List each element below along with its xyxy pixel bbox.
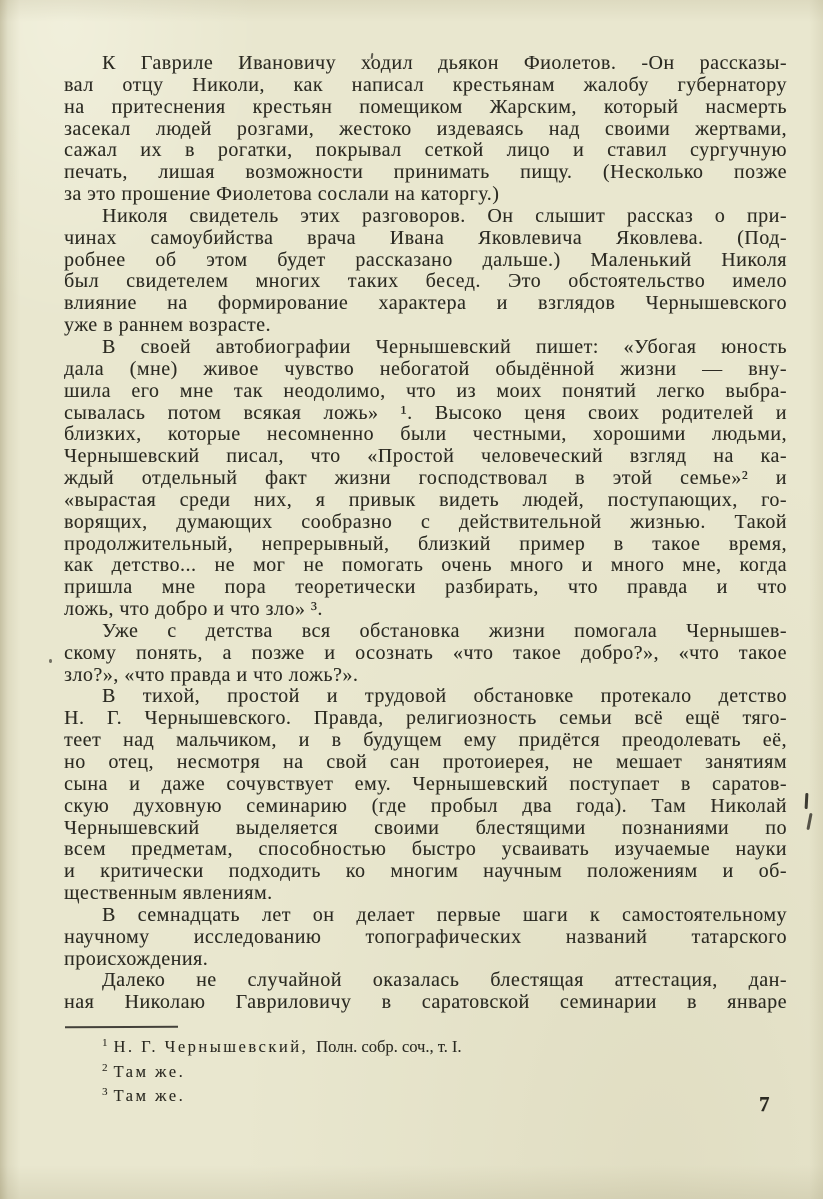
text-line: ложь, что добро и что зло» ³. bbox=[64, 598, 323, 621]
text-line: дала (мне) живое чувство небогатой обыдённой жизни — вну- bbox=[64, 357, 787, 380]
text-line: В своей автобиографии Чернышевский пишет: «Убогая юность bbox=[102, 335, 787, 358]
footnote-marker: 3 bbox=[102, 1086, 108, 1099]
text-line: сывалась потом всякая ложь» ¹. Высоко ценя своих родителей и bbox=[64, 401, 787, 424]
text-line: шила его мне так неодолимо, что из моих понятий легко выбра- bbox=[64, 379, 787, 402]
margin-pen-mark bbox=[805, 793, 809, 809]
text-line: засекал людей розгами, жестоко издеваясь над своими жертвами, bbox=[64, 117, 787, 140]
text-line: пришла мне пора теоретически разбирать, что правда и что bbox=[64, 576, 787, 599]
page-body-text bbox=[64, 53, 787, 1014]
text-line: робнее об этом будет рассказано дальше.) Маленький Николя bbox=[64, 248, 787, 271]
footnote-item bbox=[102, 1058, 702, 1083]
page-number: 7 bbox=[759, 1092, 770, 1116]
footnotes bbox=[102, 1033, 702, 1107]
text-line: продолжительный, непрерывный, близкий пример в такое время, bbox=[64, 532, 787, 555]
text-line: зло?», «что правда и что ложь?». bbox=[64, 663, 359, 686]
text-line: скую духовную семинарию (где пробыл два года). Там Николай bbox=[64, 794, 787, 817]
text-line: сажал их в рогатки, покрывал сеткой лицо и ставил сургучную bbox=[64, 139, 787, 162]
footnote-author: Н. Г. Чернышевский, bbox=[113, 1037, 309, 1056]
text-line: ворящих, думающих сообразно с действительной жизнью. Такой bbox=[64, 510, 787, 533]
text-line: Н. Г. Чернышевского. Правда, религиозность семьи всё ещё тяго- bbox=[64, 707, 787, 730]
text-line: В тихой, простой и трудовой обстановке протекало детство bbox=[102, 685, 787, 708]
text-line: научному исследованию топографических названий татарского bbox=[64, 925, 787, 948]
margin-ink-dot bbox=[49, 659, 52, 663]
text-line: печать, лишая возможности принимать пищу. (Несколько позже bbox=[64, 161, 787, 184]
text-line: на притеснения крестьян помещиком Жарским, который насмерть bbox=[64, 95, 787, 118]
text-line: Николя свидетель этих разговоров. Он слышит рассказ о при- bbox=[102, 204, 787, 227]
text-line: ная Николаю Гавриловичу в саратовской семинарии в январе bbox=[64, 991, 787, 1014]
text-line: теет над мальчиком, и в будущем ему придётся преодолевать её, bbox=[64, 729, 787, 752]
text-line: скому понять, а позже и осознать «что такое добро?», «что такое bbox=[64, 641, 787, 664]
text-line: за это прошение Фиолетова сослали на каторгу.) bbox=[64, 183, 500, 206]
text-line: как детство... не мог не помогать очень много и много мне, когда bbox=[64, 554, 787, 577]
footnote-marker: 1 bbox=[102, 1037, 108, 1049]
footnote-text: Полн. собр. соч., т. I. bbox=[316, 1037, 462, 1056]
text-line: Уже с детства вся обстановка жизни помогала Чернышев- bbox=[102, 619, 787, 642]
text-line: всем предметам, способностью быстро усваивать изучаемые науки bbox=[64, 838, 787, 861]
text-line: Чернышевский выделяется своими блестящими познаниями по bbox=[64, 816, 787, 839]
text-line: вал отцу Николи, как написал крестьянам жалобу губернатору bbox=[64, 73, 787, 96]
text-line: ждый отдельный факт жизни господствовал в этой семье»² и bbox=[64, 467, 787, 490]
text-line: но отец, несмотря на свой сан протоиерея, не мешает занятиям bbox=[64, 751, 787, 773]
text-line: близких, которые несомненно были честными, хорошими людьми, bbox=[64, 423, 787, 446]
text-line: влияние на формирование характера и взглядов Чернышевского bbox=[64, 292, 787, 315]
footnote-divider bbox=[65, 1026, 178, 1029]
text-line: сына и даже сочувствует ему. Чернышевский поступает в саратов- bbox=[64, 772, 787, 795]
footnote-marker: 2 bbox=[102, 1061, 108, 1074]
text-line: происхождения. bbox=[64, 947, 209, 970]
text-line: чинах самоубийства врача Ивана Яковлевича Яковлева. (Под- bbox=[64, 226, 787, 249]
text-line: Чернышевский писал, что «Простой человеческий взгляд на ка- bbox=[64, 445, 787, 468]
text-line: и критически подходить ко многим научным положениям и об- bbox=[64, 860, 787, 883]
text-line: уже в раннем возрасте. bbox=[64, 314, 272, 337]
footnote-item bbox=[102, 1033, 702, 1058]
text-line: В семнадцать лет он делает первые шаги к самостоятельному bbox=[102, 903, 787, 926]
text-line: К Гавриле Ивановичу ходил дьякон Фиолетов. -Он рассказы- bbox=[102, 52, 787, 74]
text-line: щественным явлениям. bbox=[64, 882, 273, 905]
text-line: был свидетелем многих таких бесед. Это обстоятельство имело bbox=[64, 270, 787, 293]
text-line: «вырастая среди них, я привык видеть людей, поступающих, го- bbox=[64, 488, 787, 511]
footnote-author: Там же. bbox=[113, 1086, 186, 1106]
footnote-author: Там же. bbox=[113, 1061, 186, 1081]
footnote-item bbox=[102, 1082, 702, 1107]
text-line: Далеко не случайной оказалась блестящая аттестация, дан- bbox=[102, 969, 787, 992]
margin-pen-mark bbox=[806, 813, 812, 830]
